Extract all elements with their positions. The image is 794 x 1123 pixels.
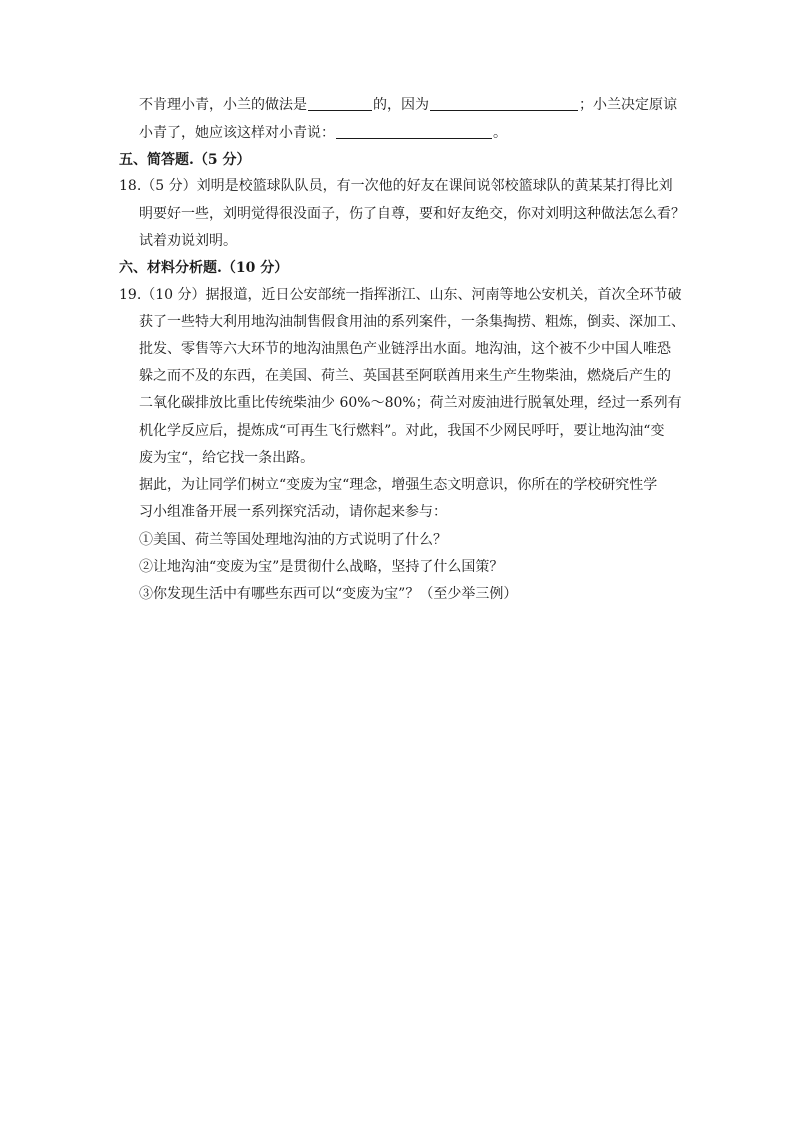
q17-blank-2[interactable] [430,96,578,111]
q17-continuation-line-2 [139,124,507,142]
q19-line-5: 二氧化碳排放比重比传统柴油少 60%～80%；荷兰对废油进行脱氧处理，经过一系列有 [139,395,682,411]
q19-line-6: 机化学反应后，提炼成“可再生飞行燃料”。对此，我国不少网民呼吁，要让地沟油“变 [139,423,665,439]
q19-line-3: 批发、零售等六大环节的地沟油黑色产业链浮出水面。地沟油，这个被不少中国人唯恐 [139,341,671,357]
q17-text-part-2: 的，因为 [373,97,429,113]
q17-text-part-1: 不肯理小青，小兰的做法是 [139,97,307,113]
q18-line-2: 明要好一些，刘明觉得很没面子，伤了自尊，要和好友绝交，你对刘明这种做法怎么看？ [139,206,685,222]
q17-text-part-5: 。 [493,125,507,141]
q19-subquestion-2: ②让地沟油“变废为宝”是贯彻什么战略，坚持了什么国策？ [139,559,504,575]
q19-line-7: 废为宝“，给它找一条出路。 [139,450,315,466]
section-5-title: 五、简答题.（5 分） [119,152,251,168]
q19-line-1: 19.（10 分）据报道，近日公安部统一指挥浙江、山东、河南等地公安机关，首次全环节破 [119,287,682,303]
section-6-title: 六、材料分析题.（10 分） [119,260,289,276]
q19-line-2: 获了一些特大利用地沟油制售假食用油的系列案件，一条集掏捞、粗炼，倒卖、深加工、 [139,314,685,330]
q17-text-part-4: 小青了，她应该这样对小青说： [139,125,335,141]
q17-blank-1[interactable] [308,96,372,111]
q19-subquestion-1: ①美国、荷兰等国处理地沟油的方式说明了什么？ [139,532,447,548]
q19-line-8: 据此，为让同学们树立“变废为宝“理念，增强生态文明意识，你所在的学校研究性学 [139,477,658,493]
q18-line-1: 18.（5 分）刘明是校篮球队队员，有一次他的好友在课间说邻校篮球队的黄某某打得比刘 [119,178,673,194]
q19-line-4: 躲之而不及的东西，在美国、荷兰、英国甚至阿联酋用来生产生物柴油，燃烧后产生的 [139,368,671,384]
q17-blank-3[interactable] [336,124,492,139]
q19-subquestion-3: ③你发现生活中有哪些东西可以“变废为宝”？（至少举三例） [139,586,518,602]
q19-line-9: 习小组准备开展一系列探究活动，请你起来参与： [139,504,447,520]
q17-text-part-3: ；小兰决定原谅 [579,97,677,113]
q18-line-3: 试着劝说刘明。 [139,233,237,249]
q17-continuation-line-1 [139,96,677,114]
